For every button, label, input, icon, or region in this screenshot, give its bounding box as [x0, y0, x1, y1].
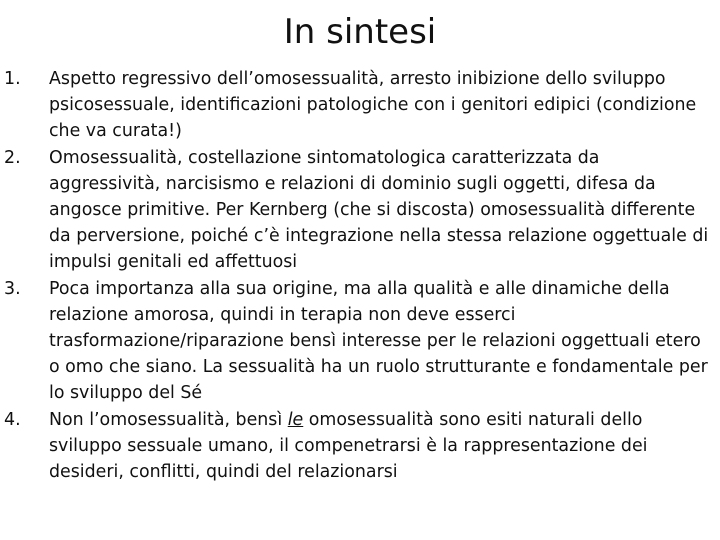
list-item-2 — [0, 145, 712, 276]
list-item-4 — [0, 407, 712, 486]
list-item-text: Omosessualità, costellazione sintomatologica caratterizzata da aggressività, narcisismo e relazioni di dominio sugli oggetti, difesa da angosce primitive. Per Kernberg (che si discosta) omosessualità differente da perversione, poiché c’è integrazione nella stessa relazione oggettuale di impulsi genitali ed affettuosi — [49, 147, 709, 273]
list-item-text: Aspetto regressivo dell’omosessualità, arresto inibizione dello sviluppo psicosessuale, identificazioni patologiche con i genitori edipici (condizione che va curata!) — [49, 69, 697, 142]
list-item-3 — [0, 276, 712, 407]
slide-title: In sintesi — [283, 12, 437, 52]
numbered-list — [0, 66, 712, 485]
list-item-text-before: Non l’omosessualità, bensì — [49, 409, 288, 430]
list-item-number: 3. — [4, 278, 21, 299]
list-item-1 — [0, 66, 712, 145]
list-item-number: 1. — [4, 69, 21, 89]
list-item-text: Poca importanza alla sua origine, ma alla qualità e alle dinamiche della relazione amorosa, quindi in terapia non deve esserci trasformazione/riparazione bensì interesse per le relazioni oggettuali etero o omo che siano. La sessualità ha un ruolo strutturante e fondamentale per lo sviluppo del Sé — [49, 278, 708, 404]
list-item-text-after: omosessualità sono esiti naturali dello sviluppo sessuale umano, il compenetrarsi è la rappresentazione dei desideri, conflitti, quindi del relazionarsi — [49, 409, 648, 483]
list-item-emphasis: le — [287, 409, 304, 430]
list-item-number: 4. — [4, 409, 21, 430]
list-item-number: 2. — [4, 147, 21, 168]
